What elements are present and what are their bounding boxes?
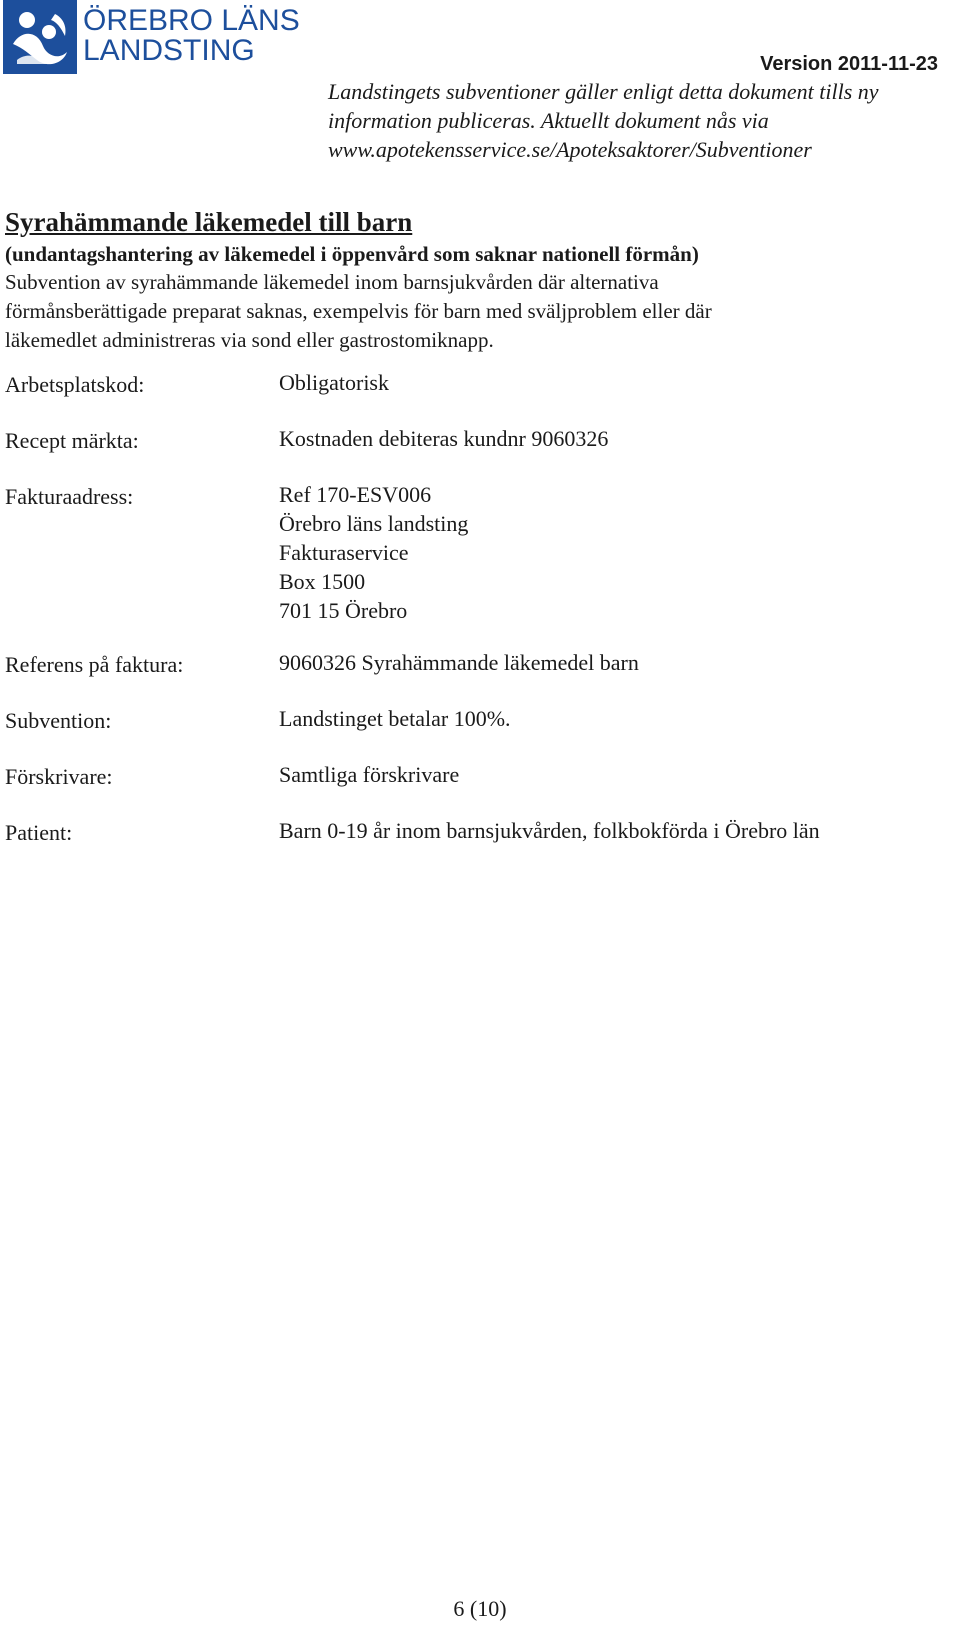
subvention-value: Landstinget betalar 100%. [279,706,511,731]
fakturaadress-line-2: Örebro läns landsting [279,511,469,536]
landsting-emblem-icon [3,0,77,74]
forskrivare-value: Samtliga förskrivare [279,762,460,787]
patient-label: Patient: [5,820,73,845]
organization-logo [3,0,300,74]
version-label: Version 2011-11-23 [760,53,938,75]
forskrivare-label: Förskrivare: [5,764,113,789]
page-number: 6 (10) [453,1596,507,1621]
patient-value: Barn 0-19 år inom barnsjukvården, folkbokförda i Örebro län [279,818,820,843]
notice-line-1: Landstingets subventioner gäller enligt detta dokument tills ny [328,79,879,104]
arbetsplatskod-label: Arbetsplatskod: [5,372,145,397]
description-line-3: läkemedlet administreras via sond eller gastrostomiknapp. [5,328,494,352]
logo-line-1: ÖREBRO LÄNS [83,4,300,37]
fakturaadress-line-5: 701 15 Örebro [279,598,408,623]
fakturaadress-line-4: Box 1500 [279,569,366,594]
logo-wordmark [83,6,300,66]
document-description [5,268,945,355]
description-line-1: Subvention av syrahämmande läkemedel inom barnsjukvården där alternativa [5,270,659,294]
subvention-label: Subvention: [5,708,112,733]
subsidy-notice [328,77,948,164]
fakturaadress-value [279,480,468,625]
recept-label: Recept märkta: [5,428,139,453]
document-subtitle: (undantagshantering av läkemedel i öppenvård som saknar nationell förmån) [5,242,699,266]
fakturaadress-line-3: Fakturaservice [279,540,409,565]
fakturaadress-line-1: Ref 170-ESV006 [279,482,432,507]
fakturaadress-label: Fakturaadress: [5,484,134,509]
arbetsplatskod-value: Obligatorisk [279,370,389,395]
notice-line-2: information publiceras. Aktuellt dokument nås via [328,108,769,133]
logo-line-2: LANDSTING [83,34,255,67]
document-title: Syrahämmande läkemedel till barn [5,207,413,237]
recept-value: Kostnaden debiteras kundnr 9060326 [279,426,609,451]
notice-line-3: www.apotekensservice.se/Apoteksaktorer/Subventioner [328,137,812,162]
referens-value: 9060326 Syrahämmande läkemedel barn [279,650,639,675]
referens-label: Referens på faktura: [5,652,184,677]
description-line-2: förmånsberättigade preparat saknas, exempelvis för barn med sväljproblem eller där [5,299,712,323]
